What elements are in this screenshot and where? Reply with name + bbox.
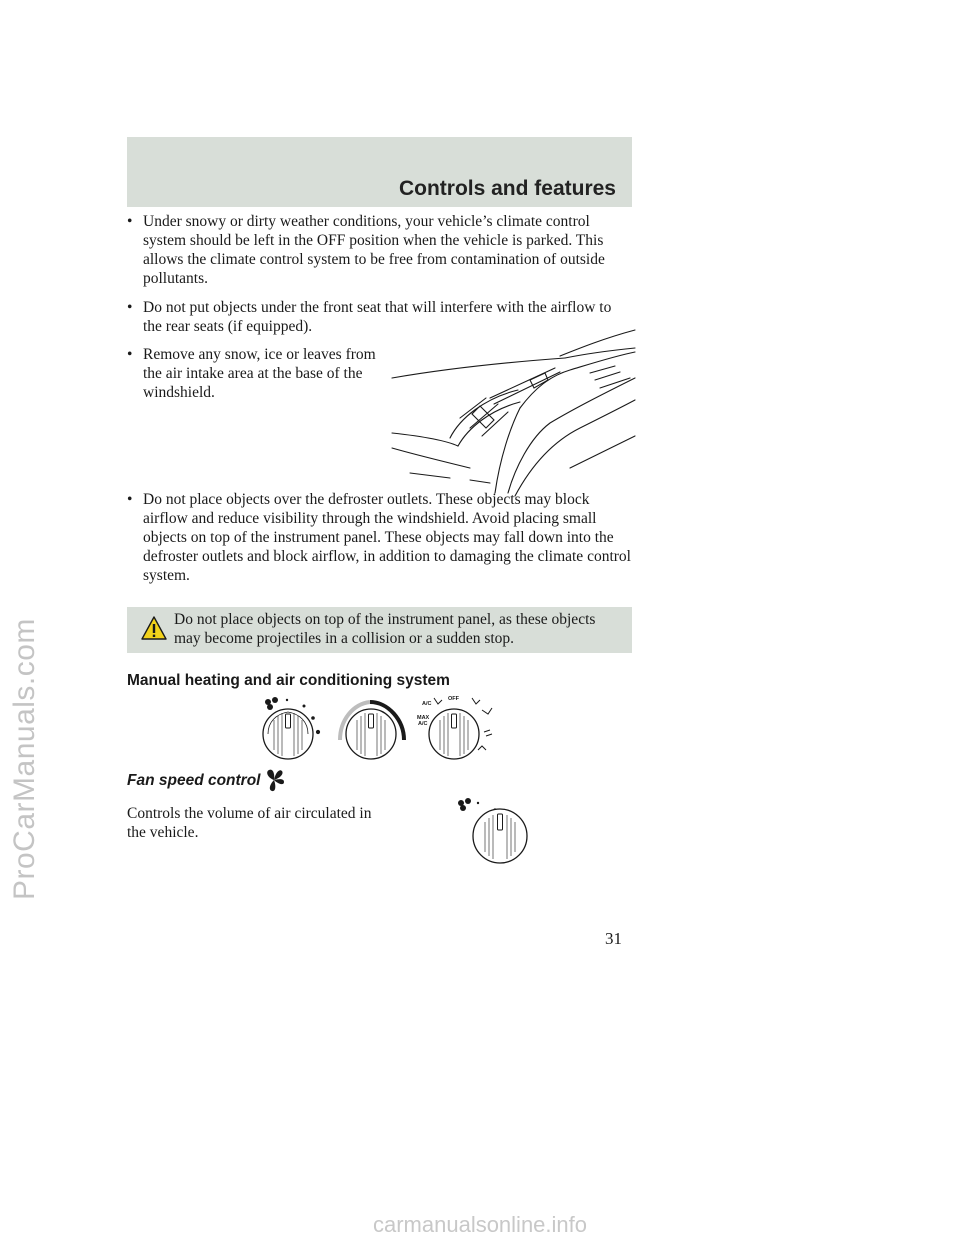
bullet-marker: • (127, 213, 133, 230)
fan-speed-knob (263, 709, 313, 759)
bullet-item-1 (127, 212, 632, 288)
warning-triangle-icon (141, 616, 167, 640)
footer-watermark: carmanualsonline.info (372, 1212, 588, 1237)
fan-speed-title: Fan speed control (127, 772, 261, 789)
bullet-marker: • (127, 491, 133, 508)
page-number: 31 (605, 929, 622, 948)
fan-icon (265, 697, 278, 710)
bullet-marker: • (127, 299, 133, 316)
max-ac-label: A/C (418, 721, 428, 727)
fan-icon (262, 768, 286, 792)
fan-speed-knob-illustration (452, 796, 547, 868)
ac-label: A/C (422, 701, 432, 707)
bullet-marker: • (127, 346, 133, 363)
warning-text: Do not place objects on top of the instrument panel, as these objects may become projectiles in a collision or a sudden stop. (174, 611, 596, 647)
bullet-item-4 (127, 490, 632, 585)
bullet-item-3 (127, 345, 382, 402)
climate-control-knobs-illustration (258, 692, 508, 764)
warning-box (127, 607, 632, 653)
bullet-text: Remove any snow, ice or leaves from the air intake area at the base of the windshield. (143, 346, 376, 401)
max-label: MAX (417, 715, 430, 721)
off-label: OFF (448, 696, 459, 702)
page-title: Controls and features (398, 177, 616, 200)
temperature-knob (340, 702, 404, 759)
windshield-air-intake-illustration (390, 328, 635, 498)
mode-knob (429, 698, 492, 759)
side-watermark: ProCarManuals.com (8, 618, 41, 900)
fan-speed-description: Controls the volume of air circulated in the vehicle. (127, 805, 372, 841)
section-title: Manual heating and air conditioning system (127, 672, 450, 689)
bullet-text: Do not place objects over the defroster outlets. These objects may block airflow and reduce visibility through the windshield. Avoid placing small objects on top of the instrument panel. These objects may fall down into the defroster outlets and block airflow, in addition to damaging the climate control system. (143, 491, 631, 584)
bullet-text: Under snowy or dirty weather conditions, your vehicle’s climate control system should be left in the OFF position when the vehicle is parked. This allows the climate control system to be free from contamination of outside pollutants. (143, 213, 605, 287)
bullet-text: Do not put objects under the front seat that will interfere with the airflow to the rear seats (if equipped). (143, 299, 612, 335)
header-band (127, 137, 632, 207)
